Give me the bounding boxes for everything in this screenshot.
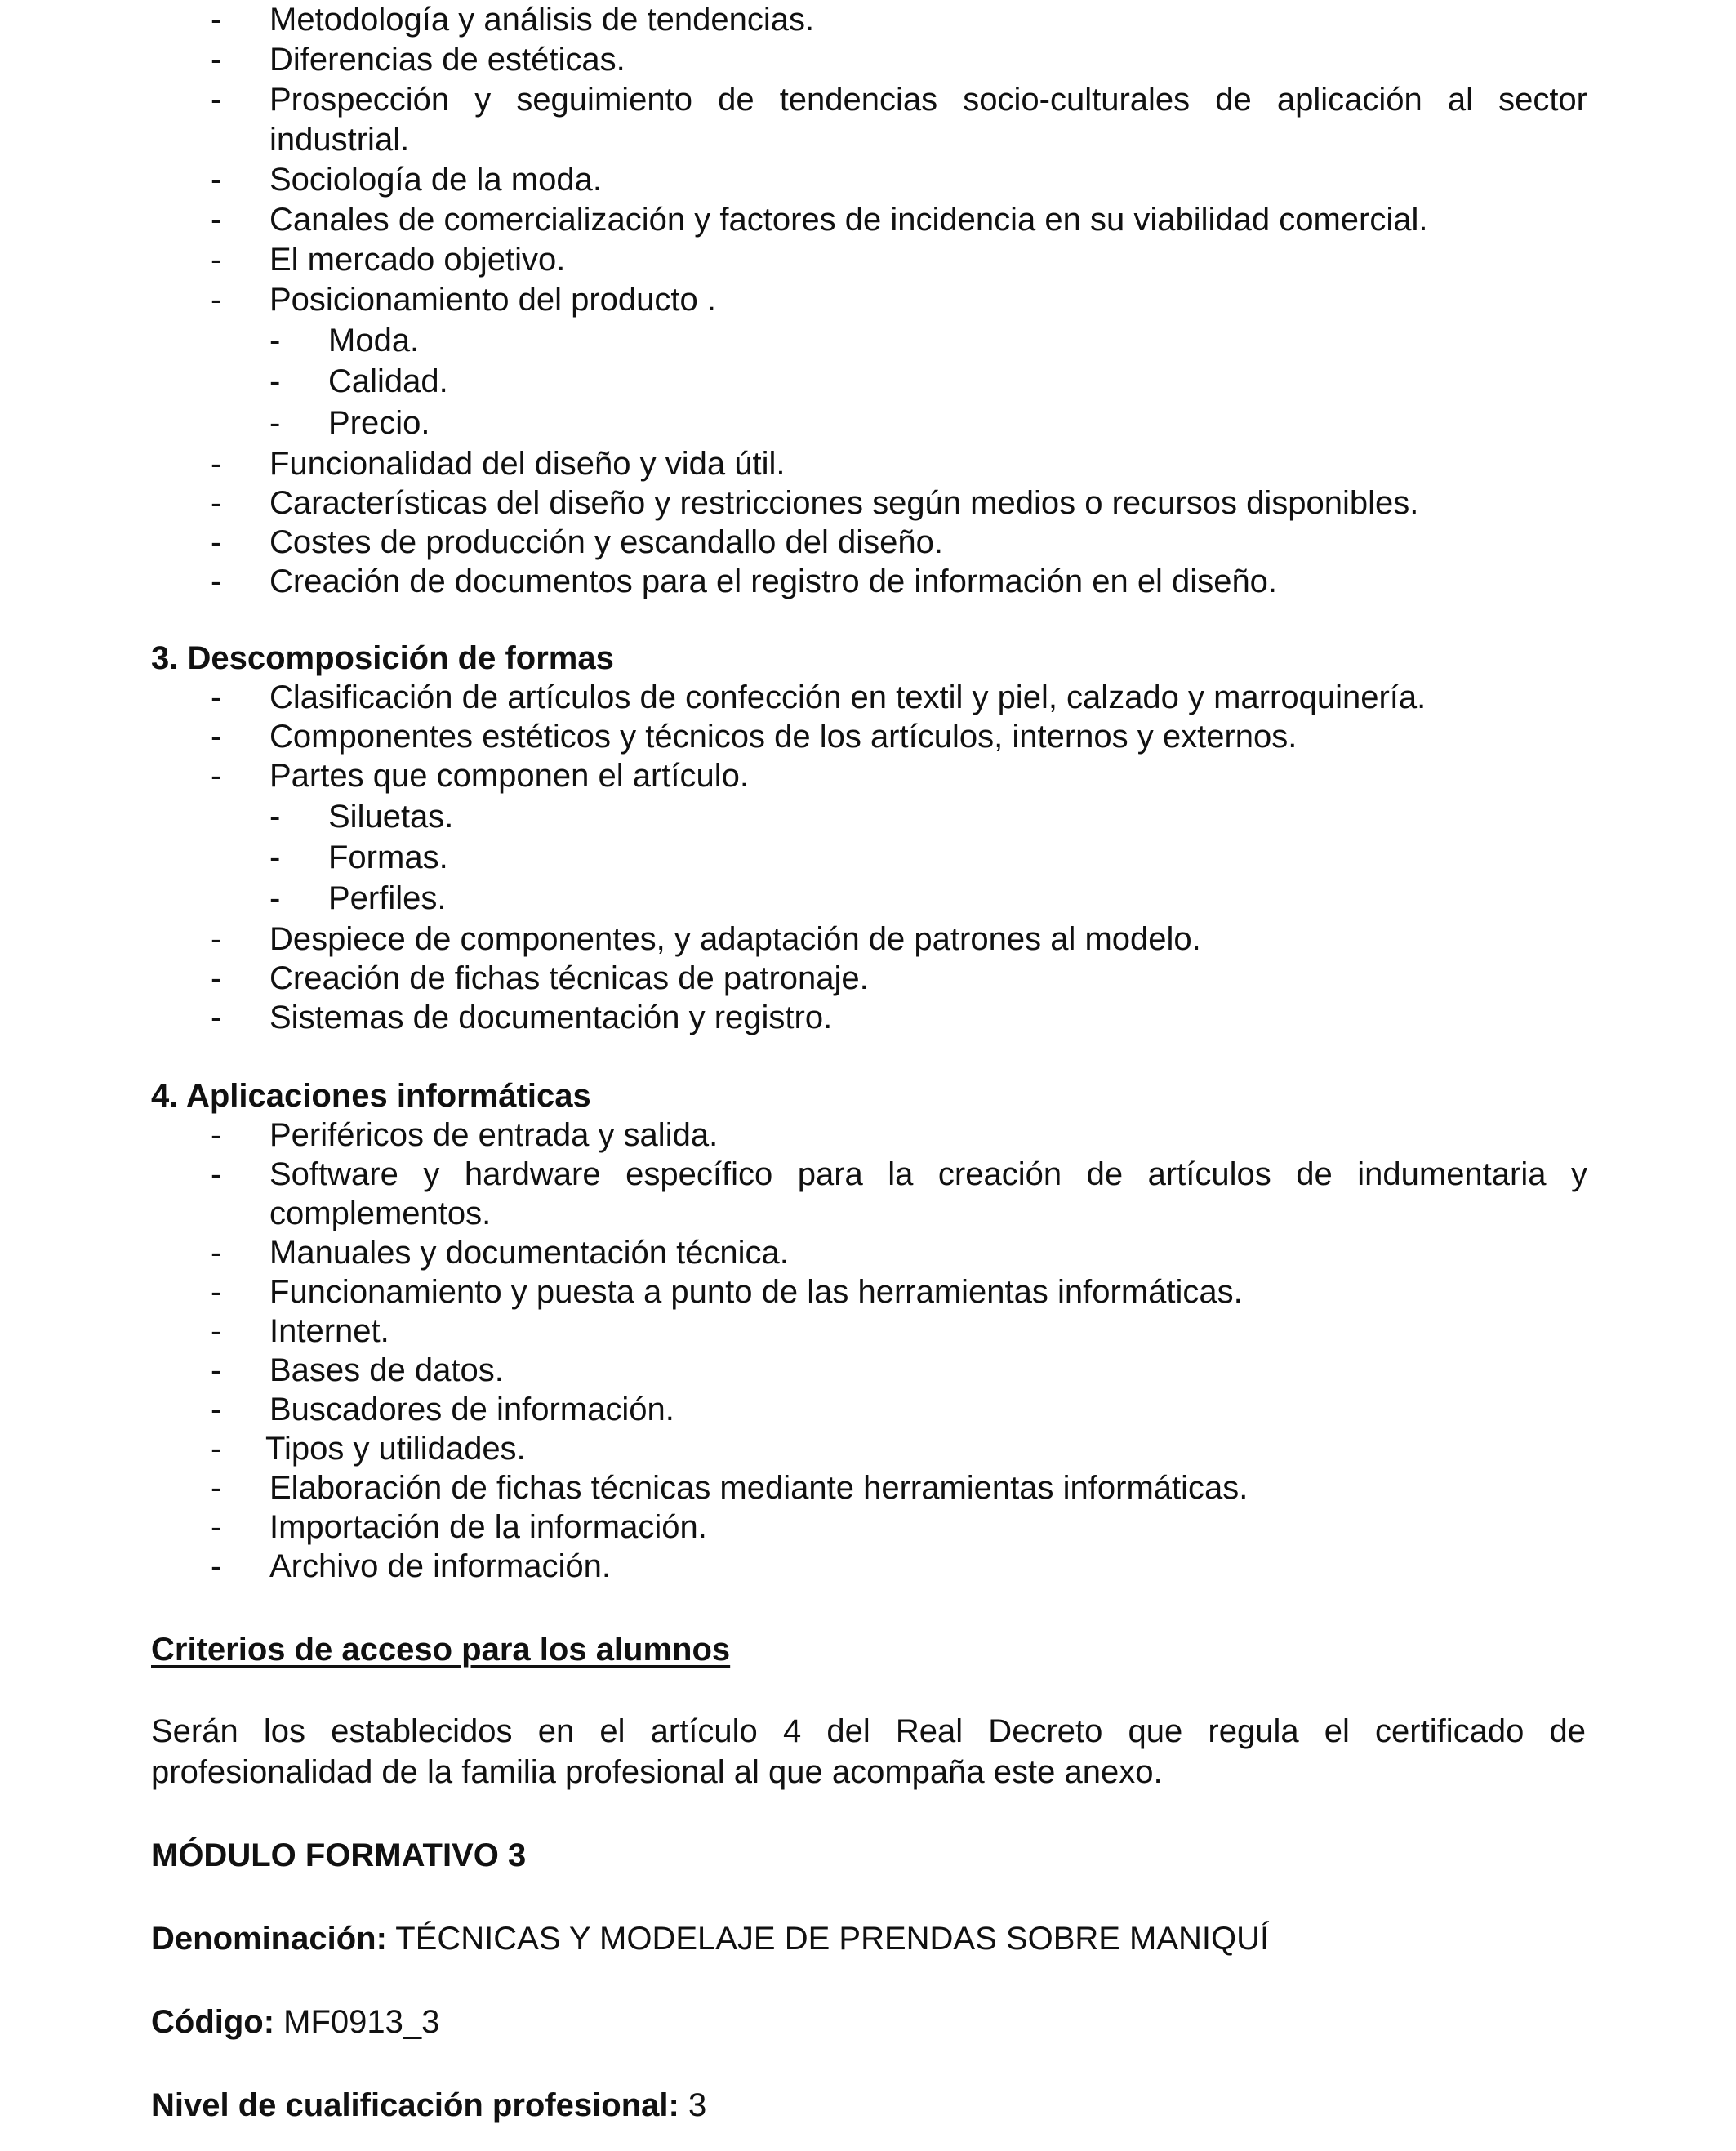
bullet-dash: - xyxy=(211,82,222,118)
bullet-dash: - xyxy=(211,921,222,957)
section-heading: 4. Aplicaciones informáticas xyxy=(151,1078,591,1114)
bullet-dash: - xyxy=(269,363,281,399)
bullet-dash: - xyxy=(211,758,222,794)
bullet-dash: - xyxy=(211,1235,222,1271)
bullet-dash: - xyxy=(211,1470,222,1506)
criterios-heading xyxy=(151,1630,1736,1669)
bullet-dash: - xyxy=(211,524,222,560)
criterios-paragraph-line: profesionalidad de la familia profesional al que acompaña este anexo. xyxy=(151,1754,1163,1790)
section-heading: 3. Descomposición de formas xyxy=(151,640,614,676)
module-title: MÓDULO FORMATIVO 3 xyxy=(151,1837,527,1873)
list-item-text: Partes que componen el artículo. xyxy=(269,758,750,794)
list-item-text: Periféricos de entrada y salida. xyxy=(269,1117,719,1153)
nivel-label: Nivel de cualificación profesional: xyxy=(151,2087,679,2123)
list-item-text: Funcionalidad del diseño y vida útil. xyxy=(269,446,786,482)
nivel-value: 3 xyxy=(679,2087,707,2123)
denominacion-value: TÉCNICAS Y MODELAJE DE PRENDAS SOBRE MANIQUÍ xyxy=(386,1921,1270,1957)
list-item-text: Importación de la información. xyxy=(269,1509,707,1545)
list-item-text: Clasificación de artículos de confección en textil y piel, calzado y marroquinería. xyxy=(269,679,1427,715)
list-item-text: Funcionamiento y puesta a punto de las herramientas informáticas. xyxy=(269,1274,1243,1310)
list-item-text: Posicionamiento del producto . xyxy=(269,282,716,318)
list-item-text: Internet. xyxy=(269,1313,389,1349)
bullet-dash: - xyxy=(211,960,222,996)
bullet-dash: - xyxy=(211,1313,222,1349)
list-item-text: Características del diseño y restricciones según medios o recursos disponibles. xyxy=(269,485,1419,521)
bullet-dash: - xyxy=(211,446,222,482)
list-item-text: Bases de datos. xyxy=(269,1352,504,1388)
list-item-text: Siluetas. xyxy=(328,799,454,835)
bullet-dash: - xyxy=(211,563,222,599)
bullet-dash: - xyxy=(269,839,281,875)
list-item-text: Formas. xyxy=(328,839,448,875)
bullet-dash: - xyxy=(211,1509,222,1545)
bullet-dash: - xyxy=(269,405,281,441)
list-item-text: Tipos y utilidades. xyxy=(265,1431,526,1467)
bullet-dash: - xyxy=(211,202,222,238)
list-item-text: Software y hardware específico para la creación de artículos de indumentaria y xyxy=(269,1156,1587,1192)
nivel-field xyxy=(151,2086,1736,2125)
list-item-text: Sociología de la moda. xyxy=(269,162,602,198)
codigo-field xyxy=(151,2002,1736,2042)
codigo-label: Código: xyxy=(151,2004,275,2040)
list-item-text: Archivo de información. xyxy=(269,1548,611,1584)
bullet-dash: - xyxy=(211,1352,222,1388)
bullet-dash: - xyxy=(211,42,222,78)
denominacion-field xyxy=(151,1919,1736,1958)
list-item-text: Metodología y análisis de tendencias. xyxy=(269,2,815,38)
denominacion-label: Denominación: xyxy=(151,1921,387,1957)
list-item-text: Buscadores de información. xyxy=(269,1392,674,1427)
list-item-text: Creación de fichas técnicas de patronaje. xyxy=(269,960,869,996)
bullet-dash: - xyxy=(211,1431,222,1467)
list-item-text: Perfiles. xyxy=(328,880,447,916)
list-item-text: Componentes estéticos y técnicos de los artículos, internos y externos. xyxy=(269,719,1298,755)
criterios-paragraph-line: Serán los establecidos en el artículo 4 del Real Decreto que regula el certificado de xyxy=(151,1713,1586,1749)
bullet-dash: - xyxy=(211,1117,222,1153)
list-item-text: Calidad. xyxy=(328,363,448,399)
bullet-dash: - xyxy=(211,162,222,198)
bullet-dash: - xyxy=(211,242,222,278)
list-item-text: Canales de comercialización y factores de incidencia en su viabilidad comercial. xyxy=(269,202,1428,238)
list-item-text: Despiece de componentes, y adaptación de patrones al modelo. xyxy=(269,921,1201,957)
bullet-dash: - xyxy=(269,799,281,835)
list-item-text: Elaboración de fichas técnicas mediante herramientas informáticas. xyxy=(269,1470,1249,1506)
list-item-text: Sistemas de documentación y registro. xyxy=(269,1000,833,1035)
bullet-dash: - xyxy=(211,719,222,755)
bullet-dash: - xyxy=(211,1000,222,1035)
bullet-dash: - xyxy=(269,323,281,358)
list-item-text: complementos. xyxy=(269,1196,492,1231)
bullet-dash: - xyxy=(211,1392,222,1427)
list-item-text: El mercado objetivo. xyxy=(269,242,566,278)
list-item-text: Prospección y seguimiento de tendencias socio-culturales de aplicación al sector xyxy=(269,82,1587,118)
criterios-heading-text: Criterios de acceso para los alumnos xyxy=(151,1632,731,1668)
bullet-dash: - xyxy=(211,485,222,521)
bullet-dash: - xyxy=(211,1156,222,1192)
list-item-text: Manuales y documentación técnica. xyxy=(269,1235,789,1271)
list-item-text: Diferencias de estéticas. xyxy=(269,42,625,78)
bullet-dash: - xyxy=(269,880,281,916)
bullet-dash: - xyxy=(211,679,222,715)
list-item-text: Precio. xyxy=(328,405,430,441)
bullet-dash: - xyxy=(211,2,222,38)
codigo-value: MF0913_3 xyxy=(274,2004,440,2040)
list-item-text: Costes de producción y escandallo del diseño. xyxy=(269,524,943,560)
bullet-dash: - xyxy=(211,1274,222,1310)
list-item-text: industrial. xyxy=(269,122,410,158)
list-item-text: Moda. xyxy=(328,323,420,358)
bullet-dash: - xyxy=(211,1548,222,1584)
bullet-dash: - xyxy=(211,282,222,318)
list-item-text: Creación de documentos para el registro de información en el diseño. xyxy=(269,563,1278,599)
